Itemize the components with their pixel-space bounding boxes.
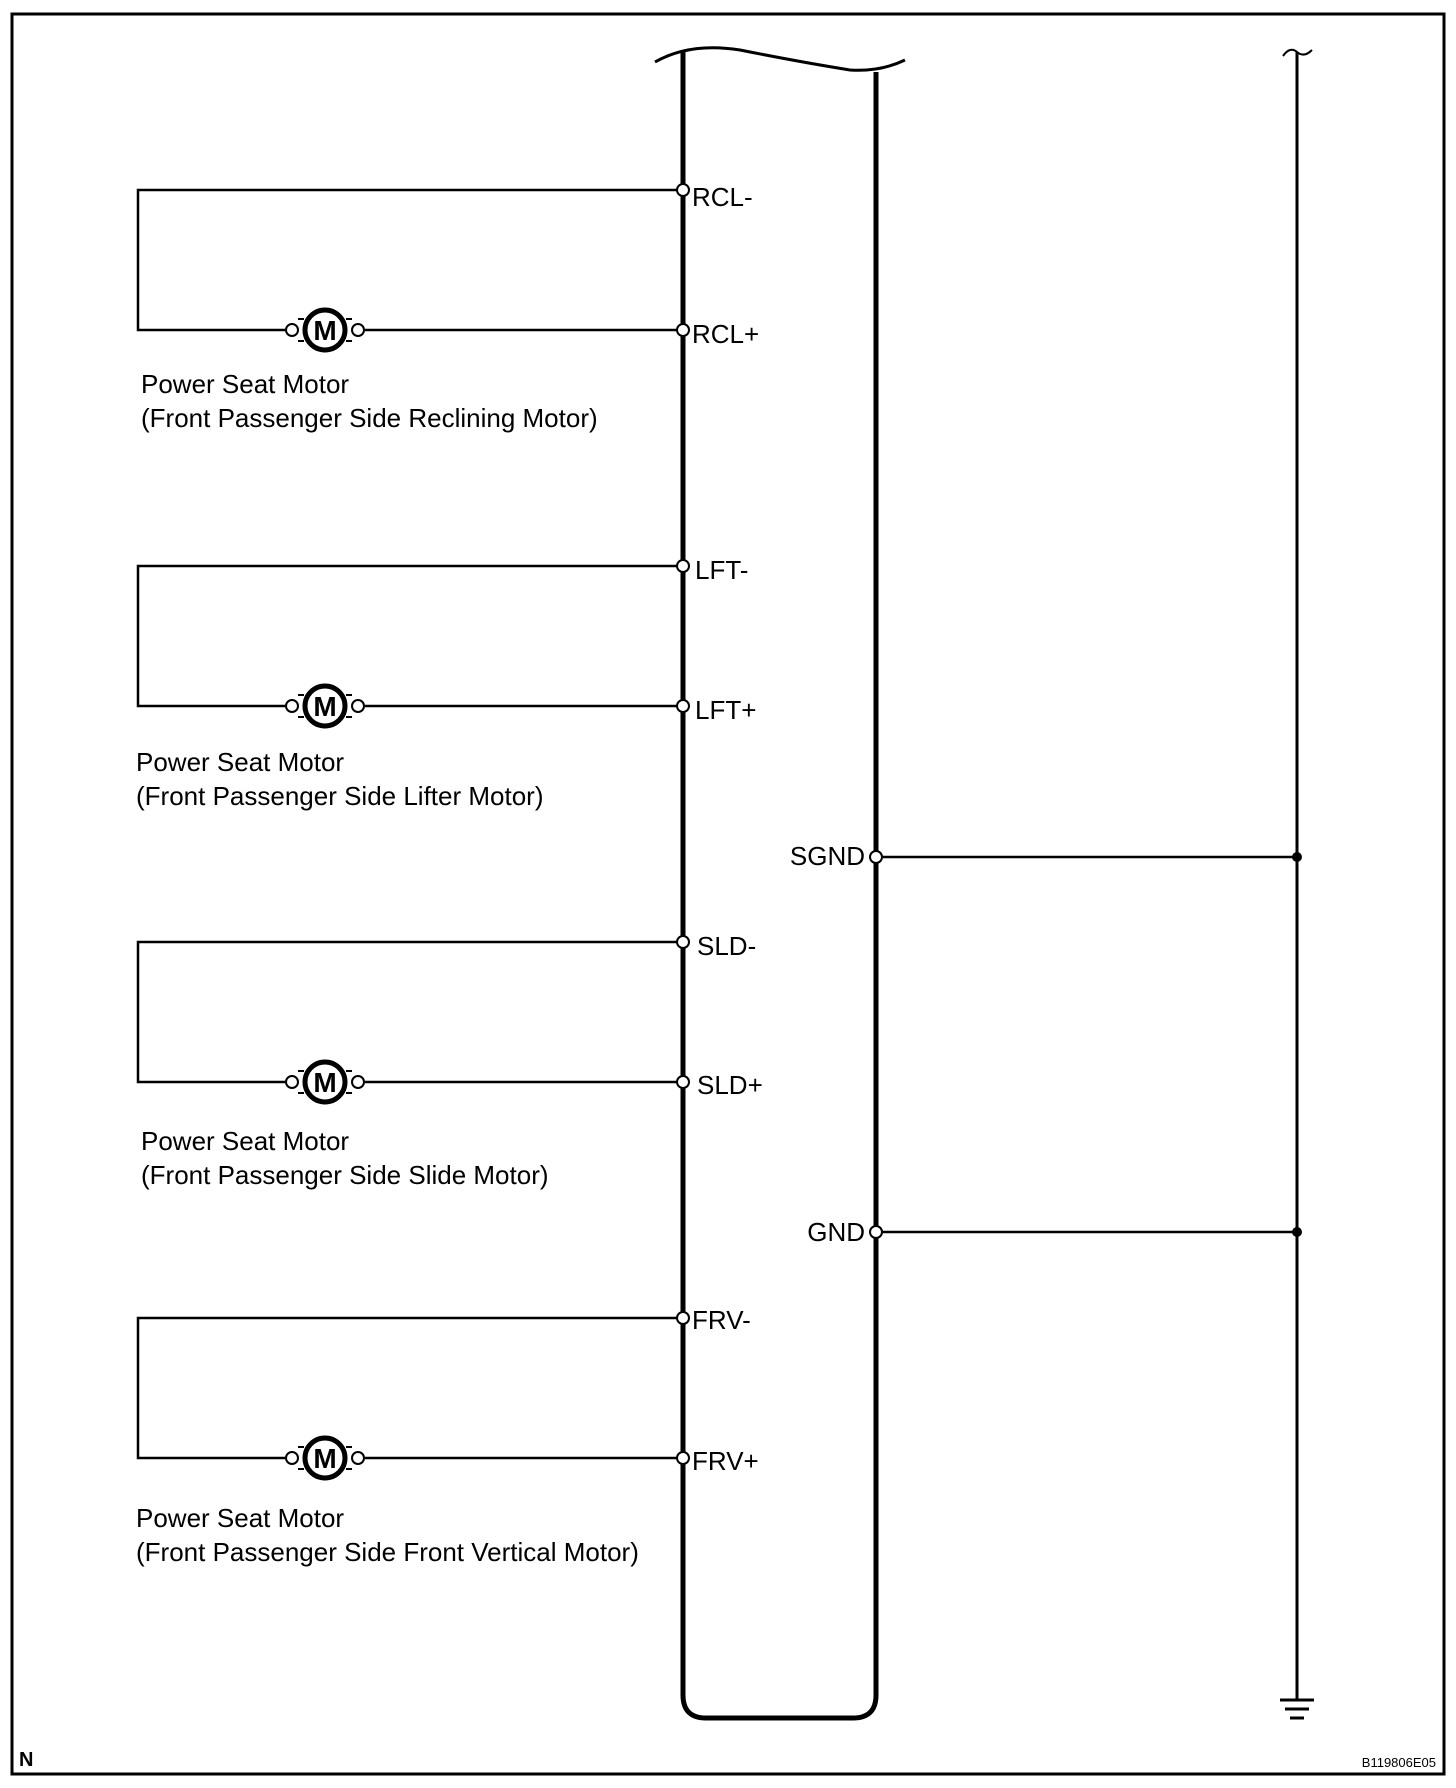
motor-symbol-letter: M bbox=[313, 691, 337, 722]
pin-label-lft-minus: LFT- bbox=[695, 555, 749, 585]
motor-caption-front-vertical bbox=[136, 1501, 639, 1569]
pin-label-frv-plus: FRV+ bbox=[692, 1446, 759, 1476]
pin-label-sgnd: SGND bbox=[789, 841, 865, 871]
ground-symbol bbox=[1280, 1700, 1314, 1718]
motor-caption-line1: Power Seat Motor bbox=[136, 747, 345, 777]
sgnd-terminal bbox=[870, 851, 882, 863]
sgnd-junction-dot bbox=[1292, 852, 1302, 862]
motor-symbol-reclining bbox=[286, 310, 364, 350]
pin-label-lft-plus: LFT+ bbox=[695, 695, 757, 725]
motor-symbol-letter: M bbox=[313, 1443, 337, 1474]
pin-label-sld-plus: SLD+ bbox=[697, 1070, 763, 1100]
motor-circuit-reclining bbox=[138, 184, 689, 350]
motor-caption-line2: (Front Passenger Side Reclining Motor) bbox=[141, 403, 598, 433]
motor-circuit-slide bbox=[138, 936, 689, 1102]
motor-caption-line1: Power Seat Motor bbox=[136, 1503, 345, 1533]
motor-caption-line2: (Front Passenger Side Lifter Motor) bbox=[136, 781, 544, 811]
motor-symbol-letter: M bbox=[313, 1067, 337, 1098]
motor-caption-lifter bbox=[136, 745, 544, 813]
pin-label-rcl-plus: RCL+ bbox=[692, 319, 760, 349]
gnd-junction-dot bbox=[1292, 1227, 1302, 1237]
motor-caption-reclining bbox=[141, 367, 598, 435]
pin-label-frv-minus: FRV- bbox=[692, 1305, 751, 1335]
pin-label-rcl-minus: RCL- bbox=[692, 182, 753, 212]
motor-caption-line1: Power Seat Motor bbox=[141, 369, 350, 399]
motor-circuit-front-vertical bbox=[138, 1312, 689, 1478]
pin-label-sld-minus: SLD- bbox=[697, 931, 757, 961]
pin-label-gnd: GND bbox=[807, 1217, 865, 1247]
motor-circuit-lifter bbox=[138, 560, 689, 726]
figure-code: B119806E05 bbox=[1361, 1755, 1436, 1770]
motor-caption-line1: Power Seat Motor bbox=[141, 1126, 350, 1156]
motor-caption-slide bbox=[141, 1124, 549, 1192]
motor-symbol-lifter bbox=[286, 686, 364, 726]
motor-symbol-front-vertical bbox=[286, 1438, 364, 1478]
motor-caption-line2: (Front Passenger Side Front Vertical Motor) bbox=[136, 1537, 639, 1567]
corner-label: N bbox=[19, 1749, 34, 1771]
gnd-terminal bbox=[870, 1226, 882, 1238]
motor-symbol-slide bbox=[286, 1062, 364, 1102]
connector-block-break-line bbox=[655, 48, 905, 71]
motor-caption-line2: (Front Passenger Side Slide Motor) bbox=[141, 1160, 549, 1190]
motor-symbol-letter: M bbox=[313, 315, 337, 346]
